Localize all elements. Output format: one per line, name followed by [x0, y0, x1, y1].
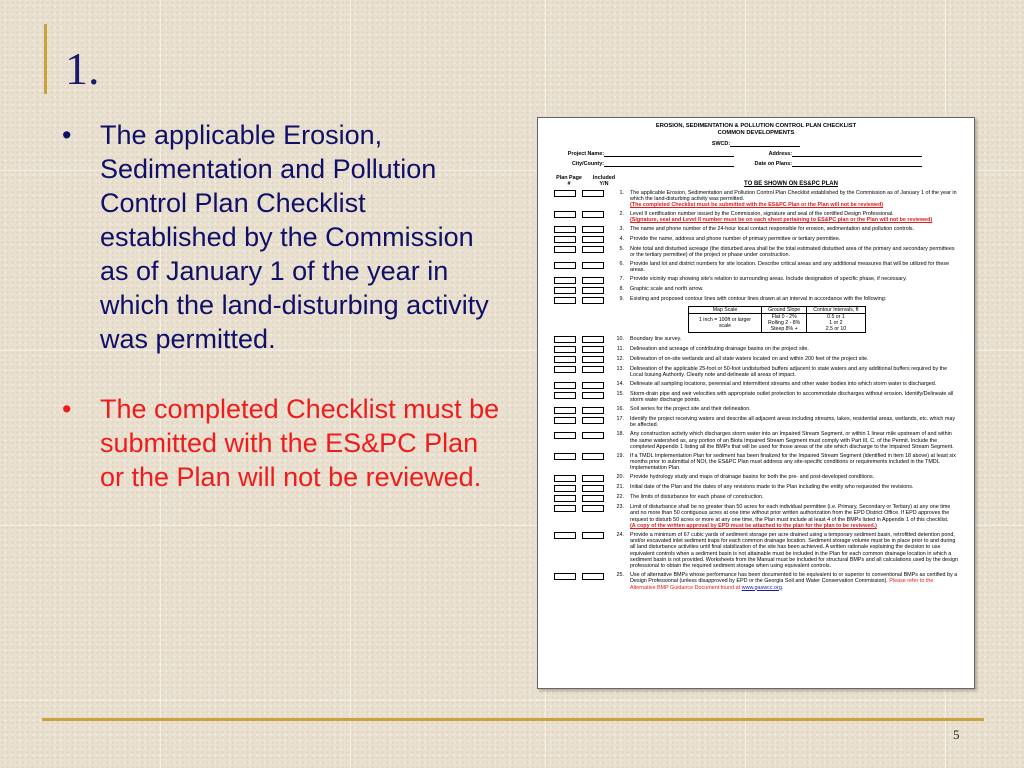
item-text [630, 356, 958, 364]
item-description: Provide hydrology study and maps of drainage basins for both the pre- and post-developed conditions. [630, 474, 875, 481]
checklist-item [554, 246, 958, 259]
item-text [630, 211, 958, 224]
plan-page-box [554, 485, 576, 492]
item-description: Existing and proposed contour lines with contour lines drawn at an interval in accordance with the following: [630, 296, 887, 303]
included-box [582, 336, 604, 343]
col-plan-page: Plan Page # [556, 175, 582, 187]
included-box [582, 211, 604, 218]
background-tile-line [0, 700, 1024, 701]
city-county-label: City/County: [571, 161, 604, 167]
plan-page-box [554, 366, 576, 373]
contour-interval-value: 2.5 or 10 [825, 326, 847, 333]
item-number: 17. [616, 416, 624, 423]
item-number: 14. [616, 381, 624, 388]
col-included: Included Y/N [592, 175, 616, 187]
plan-page-box [554, 226, 576, 233]
swcd-label: SWCD: [711, 141, 731, 147]
checklist-item [554, 532, 958, 570]
checklist-item [554, 356, 958, 364]
contour-interval-value: 1 or 2 [829, 320, 843, 327]
item-text [630, 453, 958, 472]
item-text [630, 346, 958, 354]
item-number: 12. [616, 355, 624, 362]
item-text [630, 484, 958, 492]
plan-page-box [554, 495, 576, 502]
item-number: 19. [616, 452, 624, 459]
scale-table-header: Contour Intervals, ft [807, 306, 865, 313]
city-county-field [604, 160, 734, 167]
item-description: Delineation of the applicable 25-foot or 50-foot undisturbed buffers adjacent to state waters and any additional buffers required by the Local Issuing Authority. Clearly note and delineate all areas of impact. [630, 365, 948, 379]
item-number: 15. [616, 391, 624, 398]
checklist-item [554, 226, 958, 234]
contour-interval-value: 0.5 or 1 [827, 313, 845, 320]
included-box [582, 417, 604, 424]
ground-slope-value: Flat 0 - 2% [771, 313, 797, 320]
page-number: 5 [953, 727, 960, 742]
plan-page-box [554, 407, 576, 414]
item-description: Delineation and acreage of contributing drainage basins on the project site. [630, 345, 809, 352]
item-description: Delineation of on-site wetlands and all state waters located on and within 200 feet of the project site. [630, 355, 869, 362]
item-number: 24. [616, 531, 624, 538]
item-text [630, 391, 958, 404]
included-box [582, 407, 604, 414]
included-box [582, 236, 604, 243]
item-text [630, 336, 958, 344]
scale-table-header: Ground Slope [762, 306, 807, 313]
plan-page-box [554, 236, 576, 243]
item-description: Note total and disturbed acreage (the disturbed area shall be the total estimated disturbed area of the primary and secondary permittees or the tertiary permittee) of the project or phase under construction. [630, 245, 955, 259]
section-title: TO BE SHOWN ON ES&PC PLAN [744, 181, 838, 187]
project-name-label: Project Name: [567, 151, 604, 157]
item-text [630, 381, 958, 389]
checklist-item [554, 236, 958, 244]
checklist-item [554, 261, 958, 274]
item-requirement-note: (Signature, seal and Level II number must be on each sheet pertaining to ES&PC plan or the Plan will not be reviewed) [630, 217, 933, 224]
contour-interval-cell [807, 313, 865, 333]
plan-page-box [554, 417, 576, 424]
checklist-item [554, 504, 958, 529]
plan-page-box [554, 211, 576, 218]
ground-slope-cell [762, 313, 807, 333]
plan-page-box [554, 262, 576, 269]
item-text [630, 236, 958, 244]
plan-page-box [554, 277, 576, 284]
item-number: 3. [619, 225, 624, 232]
item-description: Soil series for the project site and their delineation. [630, 406, 751, 413]
plan-page-box [554, 532, 576, 539]
checklist-items [554, 190, 958, 591]
item-number: 20. [616, 474, 624, 481]
checklist-item [554, 474, 958, 482]
gaswcc-link[interactable]: www.gaswcc.org [741, 584, 782, 591]
item-text [630, 504, 958, 529]
checklist-item [554, 406, 958, 414]
included-box [582, 432, 604, 439]
accent-vertical-rule [44, 24, 47, 94]
checklist-item [554, 211, 958, 224]
date-on-plans-label: Date on Plans: [754, 161, 792, 167]
item-number: 2. [619, 210, 624, 217]
included-box [582, 495, 604, 502]
checklist-item [554, 391, 958, 404]
plan-page-box [554, 505, 576, 512]
bullet-item [62, 118, 502, 356]
plan-page-box [554, 573, 576, 580]
checklist-subtitle: COMMON DEVELOPMENTS [717, 130, 795, 136]
item-description: Provide a minimum of 67 cubic yards of sediment storage per acre drained using a temporary sediment basin, retrofitted detention pond, and/or excavated inlet sediment traps for each common drainage location. Sediment storage volume must be in place prior to and during all land disturbance activities until final stabilization of the site has been achieved. A written rationale explaining the decision to use equivalent controls when a sediment basin is not attainable must be included in the Plan for each common drainage location in which a sediment basin is not provided. Worksheets from the Manual must be included for structural BMPs and all calculations used by the design professional to obtain the required sediment storage when using equivalent controls. [630, 531, 958, 570]
checklist-document-image [537, 117, 975, 689]
item-text [630, 190, 958, 209]
checklist-item [554, 346, 958, 354]
item-description: Provide vicinity map showing site's relation to surrounding areas. Include designation of specific phase, if necessary. [630, 276, 907, 283]
plan-page-box [554, 246, 576, 253]
checklist-item [554, 296, 958, 304]
item-description: Limit of disturbance shall be no greater than 50 acres for each individual permittee (i.e. Primary, Secondary or Tertiary) at any one time and no more than 50 contiguous acres at one time without prior written authorization from the EPD District Office. If EPD approves the request to disturb 50 acres or more at any one time, the Plan must include at least 4 of the BMPs listed in Appendix 1 of this checklist. [630, 504, 951, 523]
swcd-row [554, 139, 958, 147]
included-box [582, 287, 604, 294]
item-number: 7. [619, 276, 624, 283]
checklist-item [554, 494, 958, 502]
item-requirement-note: (A copy of the written approval by EPD must be attached to the plan for the plan to be reviewed.) [630, 522, 877, 529]
checklist-item [554, 276, 958, 284]
item-description: If a TMDL Implementation Plan for sediment has been finalized for the Impaired Stream Segment (identified in item 18 above) at least six months prior to submittal of NOI, the ES&PC Plan must address any site-specific conditions or requirements included in the TMDL Implementation Plan. [630, 452, 956, 472]
plan-page-box [554, 392, 576, 399]
checklist-item [554, 572, 958, 591]
checklist-item [554, 416, 958, 429]
included-box [582, 246, 604, 253]
plan-page-box [554, 346, 576, 353]
item-text [630, 286, 958, 294]
item-description: Any construction activity which discharges storm water into an Impaired Stream Segment, or within 1 linear mile upstream of and within the same watershed as, any portion of an Biota Impaired Stream Segment must comply with Part III. C. of the Permit. Include the completed Appendix 1 listing all the BMPs that will be used for those areas of the site which discharge to the Impaired Stream Segment. [630, 431, 954, 450]
item-text [630, 226, 958, 234]
bullet-list [62, 118, 502, 530]
slide-title-number: 1. [65, 43, 100, 94]
item-number: 16. [616, 406, 624, 413]
included-box [582, 382, 604, 389]
item-text [630, 261, 958, 274]
city-row [554, 159, 958, 167]
checklist-item [554, 381, 958, 389]
plan-page-box [554, 336, 576, 343]
plan-page-box [554, 475, 576, 482]
item-text [630, 406, 958, 414]
scale-table-header: Map Scale [689, 306, 762, 313]
item-description: The name and phone number of the 24-hour local contact responsible for erosion, sedimentation and pollution controls. [630, 225, 915, 232]
included-box [582, 190, 604, 197]
included-box [582, 366, 604, 373]
included-box [582, 532, 604, 539]
included-box [582, 277, 604, 284]
item-number: 9. [619, 296, 624, 303]
checklist-item [554, 286, 958, 294]
address-field [792, 150, 922, 157]
checklist-item [554, 453, 958, 472]
item-text [630, 572, 958, 591]
item-description: Initial date of the Plan and the dates of any revisions made to the Plan including the entity who requested the revisions. [630, 484, 914, 491]
bullet-item [62, 392, 502, 494]
bullet-text: The applicable Erosion, Sedimentation and Pollution Control Plan Checklist established by the Commission as of January 1 of the year in which the land-disturbing activity was permitted. [100, 120, 489, 354]
item-requirement-note: (The completed Checklist must be submitted with the ES&PC Plan or the Plan will not be reviewed) [630, 202, 884, 209]
item-text [630, 494, 958, 502]
included-box [582, 453, 604, 460]
swcd-field [730, 140, 800, 147]
plan-page-box [554, 287, 576, 294]
accent-footer-rule [42, 718, 984, 721]
item-text [630, 416, 958, 429]
item-description: The applicable Erosion, Sedimentation and Pollution Control Plan Checklist established by the Commission as of January 1 of the year in which the land-disturbing activity was permitted. [630, 189, 957, 202]
address-label: Address: [768, 151, 792, 157]
item-text [630, 296, 958, 304]
item-number: 8. [619, 286, 624, 293]
item-text [630, 532, 958, 570]
checklist-item [554, 484, 958, 492]
bullet-dot-icon: • [62, 120, 72, 150]
checklist-item [554, 190, 958, 209]
section-header [554, 169, 958, 187]
plan-page-box [554, 382, 576, 389]
plan-page-box [554, 453, 576, 460]
item-description: Graphic scale and north arrow. [630, 286, 704, 293]
item-number: 18. [616, 431, 624, 438]
item-number: 13. [616, 365, 624, 372]
item-text [630, 366, 958, 379]
included-box [582, 505, 604, 512]
item-description: Provide the name, address and phone number of primary permittee or tertiary permittee. [630, 235, 841, 242]
plan-page-box [554, 356, 576, 363]
item-number: 11. [616, 345, 624, 352]
item-number: 4. [619, 235, 624, 242]
included-box [582, 356, 604, 363]
plan-page-box [554, 432, 576, 439]
checklist-item [554, 366, 958, 379]
item-number: 10. [616, 335, 624, 342]
included-box [582, 226, 604, 233]
ground-slope-value: Steep 8% + [770, 326, 798, 333]
item-description: Level II certification number issued by the Commission, signature and seal of the certified Design Professional. [630, 210, 894, 217]
map-scale-cell: 1 inch = 100ft or larger scale [689, 313, 762, 333]
included-box [582, 297, 604, 304]
item-number: 6. [619, 261, 624, 268]
item-tail: . [781, 584, 784, 591]
included-box [582, 475, 604, 482]
item-reference-note: Please refer to the Alternative BMP Guidance Document found at [630, 578, 934, 591]
project-row [554, 149, 958, 157]
item-number: 22. [616, 494, 624, 501]
included-box [582, 573, 604, 580]
item-text [630, 246, 958, 259]
included-box [582, 346, 604, 353]
ground-slope-value: Rolling 2 - 8% [768, 320, 801, 327]
contour-scale-table [688, 306, 866, 334]
project-name-field [604, 150, 734, 157]
included-box [582, 262, 604, 269]
item-number: 23. [616, 504, 624, 511]
item-number: 25. [616, 572, 624, 579]
item-description: Boundary line survey. [630, 335, 682, 342]
item-description: Delineate all sampling locations, perennial and intermittent streams and other water bodies into which storm water is discharged. [630, 381, 937, 388]
checklist-item [554, 336, 958, 344]
item-text [630, 276, 958, 284]
included-box [582, 485, 604, 492]
item-description: Provide land lot and district numbers for site location. Describe critical areas and any additional measures that will be utilized for these areas. [630, 261, 950, 274]
bullet-text: The completed Checklist must be submitted with the ES&PC Plan or the Plan will not be reviewed. [100, 394, 500, 492]
plan-page-box [554, 190, 576, 197]
plan-page-box [554, 297, 576, 304]
checklist-title: EROSION, SEDIMENTATION & POLLUTION CONTROL PLAN CHECKLIST [655, 123, 857, 129]
bullet-dot-icon: • [62, 394, 72, 424]
item-description: Identify the project receiving waters and describe all adjacent areas including streams, lakes, residential areas, wetlands, etc. which may be affected. [630, 416, 956, 429]
item-description: Storm-drain pipe and weir velocities with appropriate outlet protection to accommodate discharges without erosion. Identify/Delineate all storm water discharge points. [630, 391, 954, 404]
checklist-item [554, 431, 958, 450]
item-text [630, 474, 958, 482]
item-number: 1. [619, 189, 624, 196]
item-text [630, 431, 958, 450]
item-number: 5. [619, 245, 624, 252]
item-number: 21. [616, 484, 624, 491]
item-description: Use of alternative BMPs whose performance has been documented to be equivalent to or superior to conventional BMPs as certified by a Design Professional (unless disapproved by EPD or the Georgia Soil and Water Conservation Commission). [630, 572, 958, 585]
date-on-plans-field [792, 160, 922, 167]
item-description: The limits of disturbance for each phase of construction. [630, 494, 764, 501]
included-box [582, 392, 604, 399]
